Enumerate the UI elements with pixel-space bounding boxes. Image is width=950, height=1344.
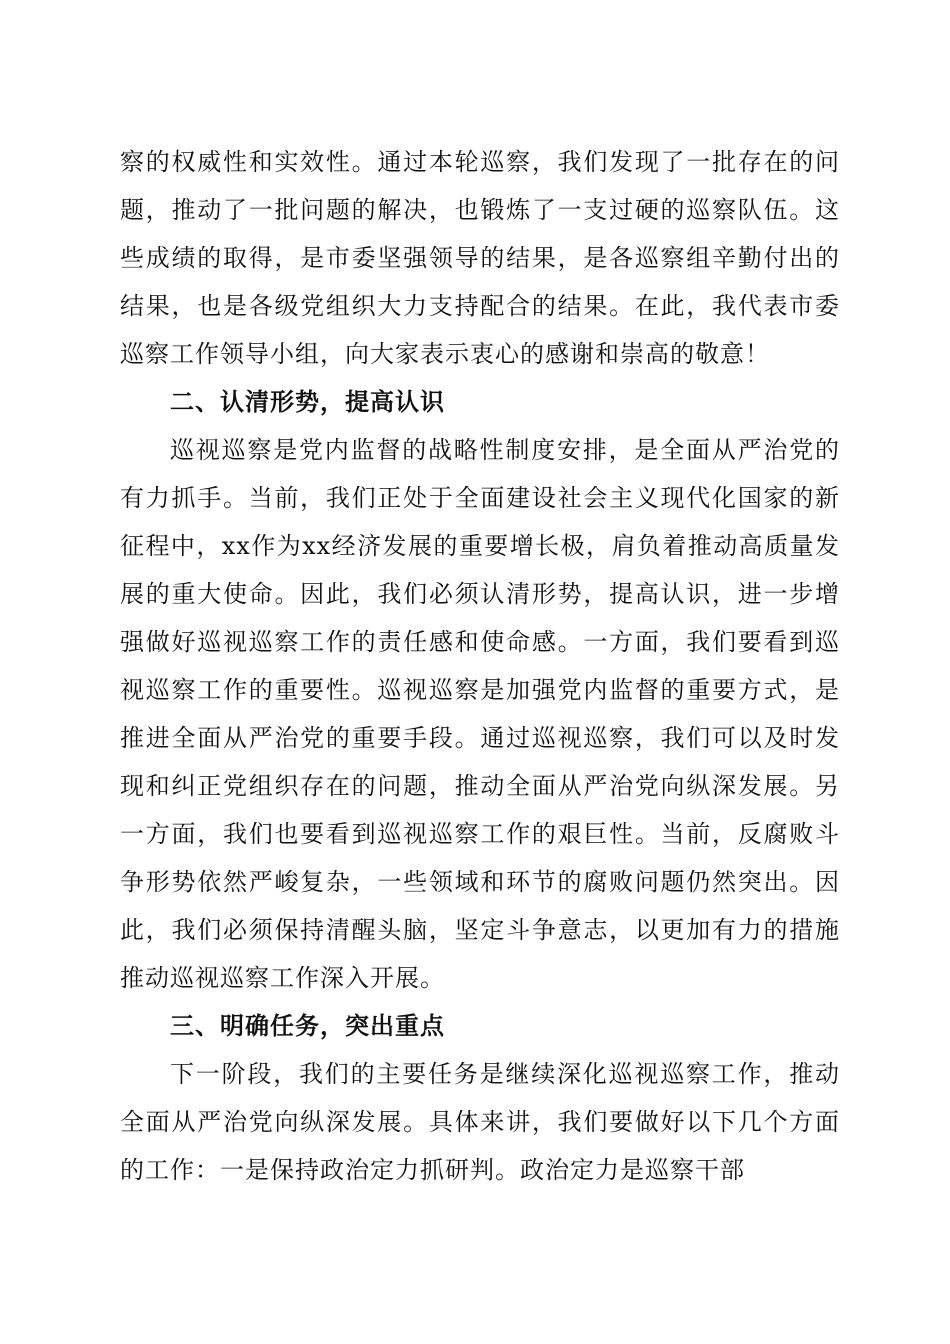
document-body	[120, 138, 840, 1194]
section-2-paragraph: 巡视巡察是党内监督的战略性制度安排，是全面从严治党的有力抓手。当前，我们正处于全面建设社会主义现代化国家的新征程中，xx作为xx经济发展的重要增长极，肩负着推动高质量发展的重大使命。因此，我们必须认清形势，提高认识，进一步增强做好巡视巡察工作的责任感和使命感。一方面，我们要看到巡视巡察工作的重要性。巡视巡察是加强党内监督的重要方式，是推进全面从严治党的重要手段。通过巡视巡察，我们可以及时发现和纠正党组织存在的问题，推动全面从严治党向纵深发展。另一方面，我们也要看到巡视巡察工作的艰巨性。当前，反腐败斗争形势依然严峻复杂，一些领域和环节的腐败问题仍然突出。因此，我们必须保持清醒头脑，坚定斗争意志，以更加有力的措施推动巡视巡察工作深入开展。	[120, 436, 840, 992]
paragraph-continued: 察的权威性和实效性。通过本轮巡察，我们发现了一批存在的问题，推动了一批问题的解决，也锻炼了一支过硬的巡察队伍。这些成绩的取得，是市委坚强领导的结果，是各巡察组辛勤付出的结果，也是各级党组织大力支持配合的结果。在此，我代表市委巡察工作领导小组，向大家表示衷心的感谢和崇高的敬意！	[120, 148, 840, 368]
section-heading-3: 三、明确任务，突出重点	[170, 1012, 445, 1040]
section-heading-2: 二、认清形势，提高认识	[170, 388, 445, 416]
section-3-paragraph: 下一阶段，我们的主要任务是继续深化巡视巡察工作，推动全面从严治党向纵深发展。具体来讲，我们要做好以下几个方面的工作：一是保持政治定力抓研判。政治定力是巡察干部	[120, 1060, 840, 1184]
